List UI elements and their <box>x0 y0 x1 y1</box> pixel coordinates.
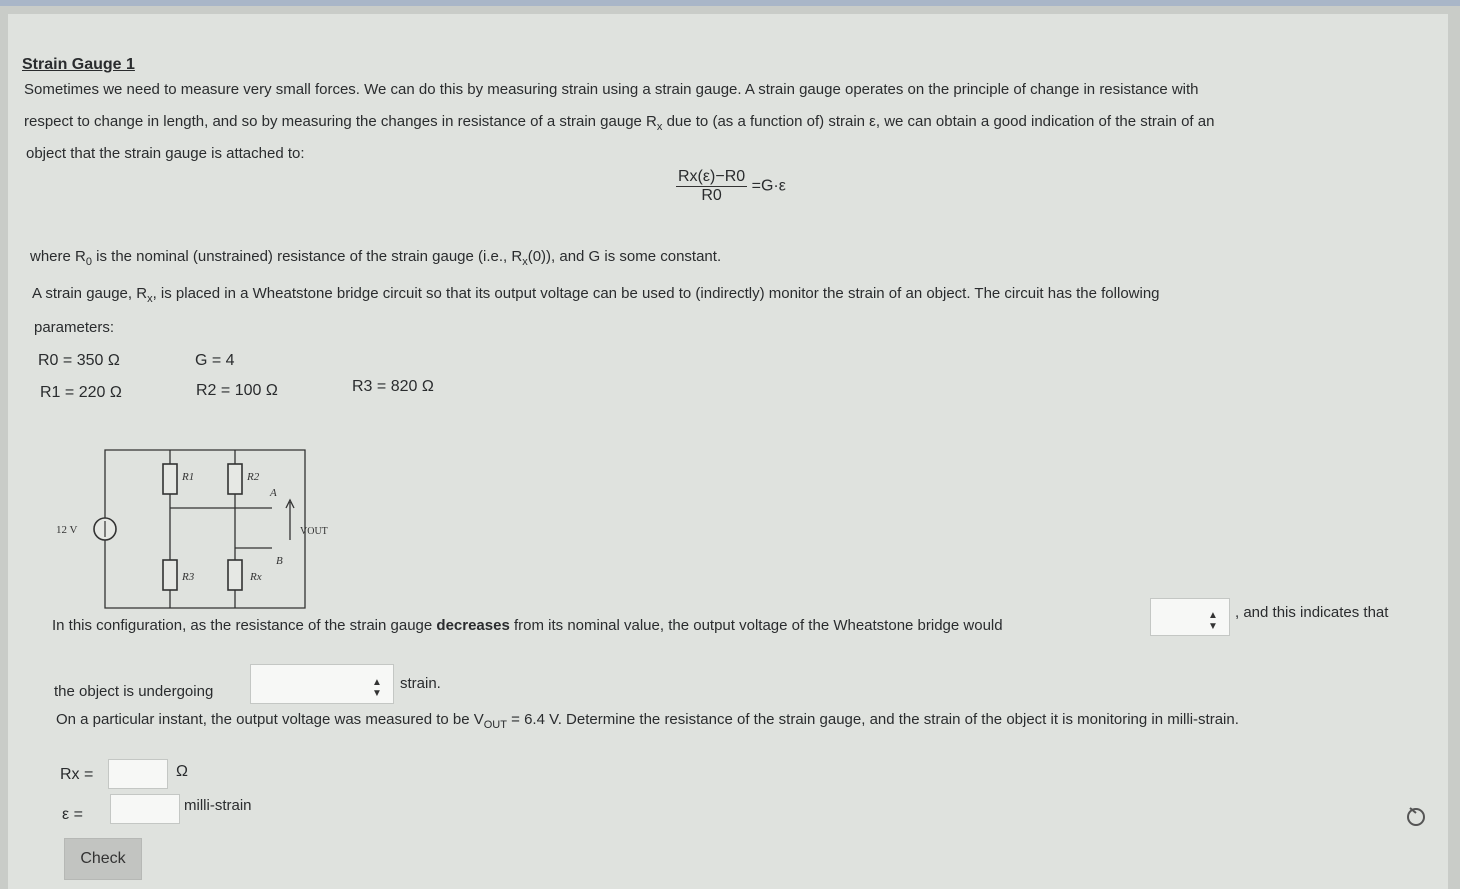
intro-line-2: respect to change in length, and so by measuring the changes in resistance of a strain gauge $R_x$ due to (as a function of) strain ε, we can obtain a good indication of the strain of an <box>24 113 1215 133</box>
resistor-rx <box>228 560 242 590</box>
where-line: where $R_0$ is the nominal (unstrained) resistance of the strain gauge (i.e., $R_x(0)$), and G is some constant. <box>30 248 722 268</box>
voltage-change-spinner-icon: ▲ ▼ <box>1208 610 1218 632</box>
strain-type-spinner-icon: ▲ ▼ <box>372 677 382 699</box>
question-title: Strain Gauge 1 <box>22 56 135 73</box>
question-1-line-1-tail: , and this indicates that <box>1235 604 1389 621</box>
param-r2: R2 = 100 Ω <box>196 382 278 399</box>
intro-line-1: Sometimes we need to measure very small forces. We can do this by measuring strain using a strain gauge. A strain gauge operates on the principle of change in resistance with <box>24 81 1199 98</box>
node-b-label: B <box>276 555 283 567</box>
rx-unit: Ω <box>176 763 188 780</box>
formula-rhs: =G·ε <box>751 177 786 195</box>
label-r2: R2 <box>247 471 260 483</box>
param-r1: R1 = 220 Ω <box>40 384 122 401</box>
outer-wire <box>105 450 305 608</box>
label-r3: R3 <box>182 571 195 583</box>
strain-answer-label: ε = <box>62 806 83 823</box>
formula-fraction <box>676 168 747 205</box>
formula-numerator: Rx(ε)−R0 <box>678 168 746 185</box>
param-g: G = 4 <box>195 352 235 369</box>
circuit-description: A strain gauge, $R_x$, is placed in a Wheatstone bridge circuit so that its output voltage can be used to (indirectly) monitor the strain of an object. The circuit has the following <box>32 285 1160 305</box>
strain-unit: milli-strain <box>184 797 252 814</box>
intro-line-3: object that the strain gauge is attached to: <box>26 145 305 162</box>
formula-denominator: R0 <box>701 187 722 204</box>
question-1-line-1: In this configuration, as the resistance of the strain gauge decreases from its nominal value, the output voltage of the Wheatstone bridge would <box>52 617 1003 634</box>
question-1-line-2: the object is undergoing <box>54 683 214 700</box>
check-button[interactable]: Check <box>64 838 142 880</box>
label-rx: Rx <box>250 571 262 583</box>
rx-answer-input[interactable] <box>108 759 168 789</box>
strain-type-select[interactable] <box>250 664 394 704</box>
help-icon[interactable] <box>1404 804 1428 828</box>
param-r0: R0 = 350 Ω <box>38 352 120 369</box>
question-1-line-2-tail: strain. <box>400 675 441 692</box>
voltage-change-select[interactable] <box>1150 598 1230 636</box>
top-border <box>0 0 1460 6</box>
param-r3: R3 = 820 Ω <box>352 378 434 395</box>
resistor-r1 <box>163 464 177 494</box>
strain-formula <box>676 168 786 205</box>
parameters-heading: parameters: <box>34 319 115 336</box>
resistor-r3 <box>163 560 177 590</box>
wheatstone-bridge-diagram <box>50 440 350 620</box>
label-r1: R1 <box>182 471 195 483</box>
source-label: 12 V <box>56 524 78 536</box>
strain-answer-input[interactable] <box>110 794 180 824</box>
resistor-r2 <box>228 464 242 494</box>
node-a-label: A <box>270 487 277 499</box>
rx-answer-label: Rx = <box>60 766 94 783</box>
question-2-text: On a particular instant, the output voltage was measured to be $V_{OUT} = 6.4$ V. Determine the resistance of the strain gauge, and the strain of the object it is monitoring in milli-strain. <box>56 711 1239 731</box>
vout-label: VOUT <box>300 526 328 537</box>
